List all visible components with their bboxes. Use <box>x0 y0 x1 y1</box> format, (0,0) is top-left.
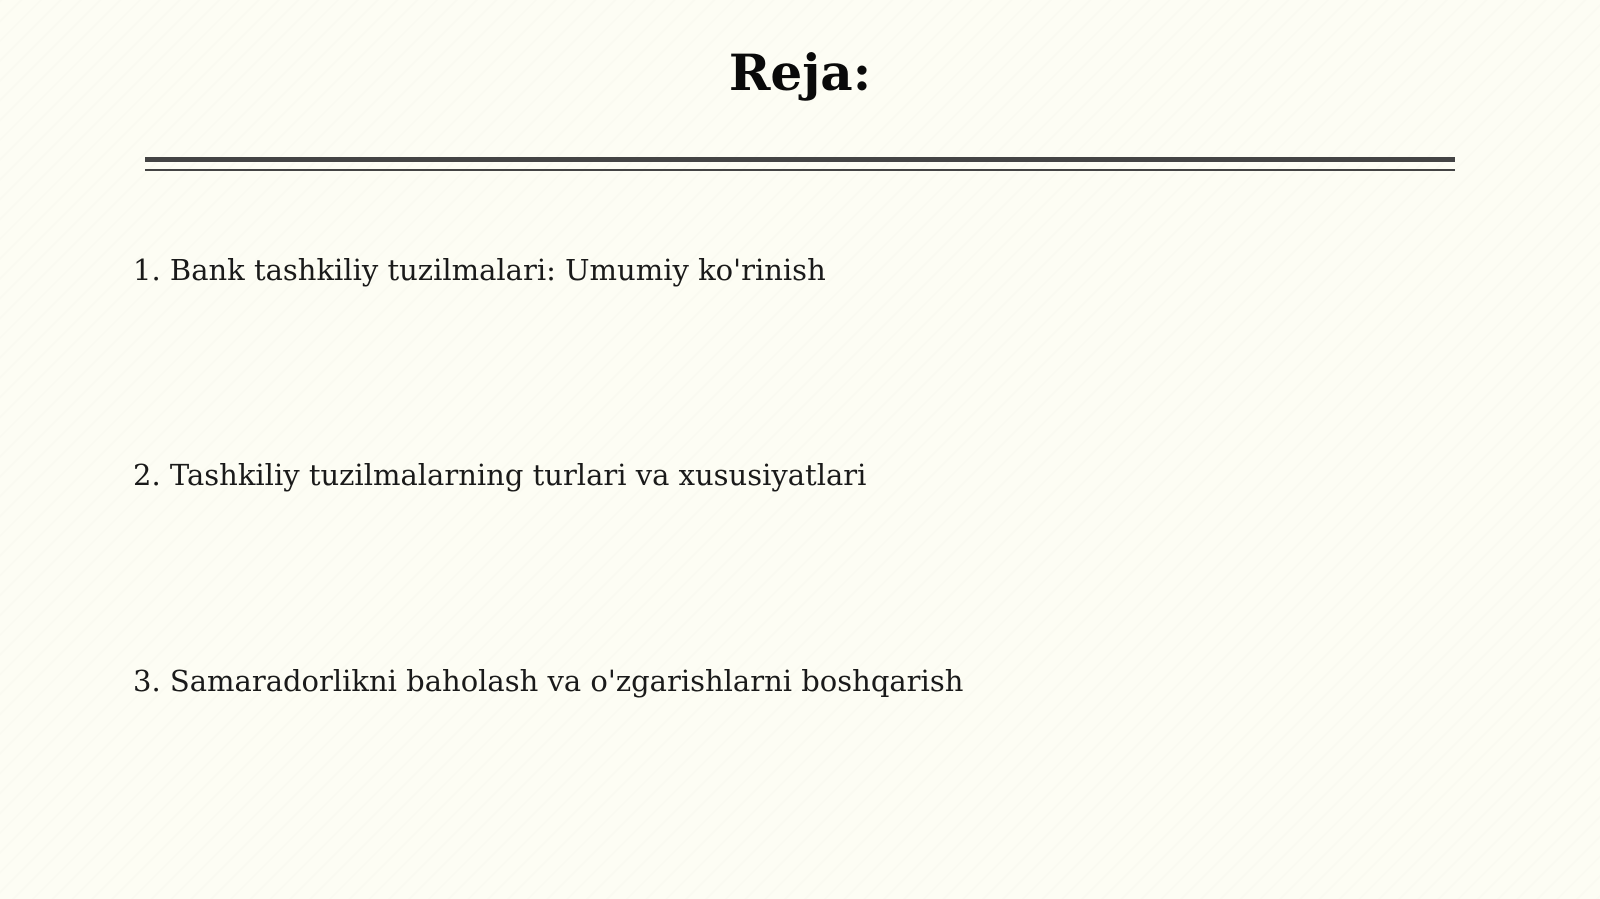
title-divider-thick <box>145 157 1455 162</box>
plan-item-2: 2. Tashkiliy tuzilmalarning turlari va xususiyatlari <box>133 458 867 492</box>
plan-item-3: 3. Samaradorlikni baholash va o'zgarishlarni boshqarish <box>133 664 964 698</box>
slide-title: Reja: <box>728 43 872 102</box>
title-divider-thin <box>145 169 1455 171</box>
plan-item-1: 1. Bank tashkiliy tuzilmalari: Umumiy ko'rinish <box>133 253 826 287</box>
